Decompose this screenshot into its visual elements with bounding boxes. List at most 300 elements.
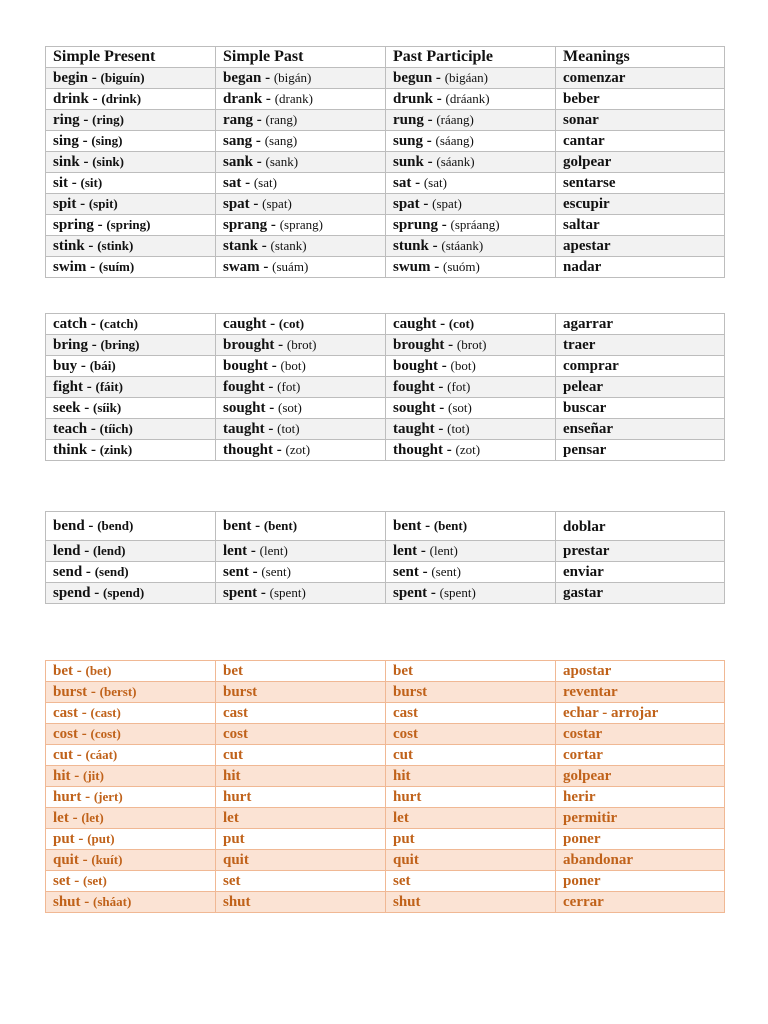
- pronunciation: (sprang): [279, 217, 324, 232]
- cell-meaning: sentarse: [556, 173, 725, 194]
- cell-meaning: apestar: [556, 236, 725, 257]
- cell-simple-present: [46, 419, 216, 440]
- verb-form: fought -: [223, 379, 274, 395]
- table-row: [46, 724, 725, 745]
- cell-simple-past: [216, 152, 386, 173]
- table-row: [46, 68, 725, 89]
- pronunciation: (sáang): [435, 133, 474, 148]
- cell-simple-past: [216, 583, 386, 604]
- pronunciation: (sing): [91, 133, 123, 148]
- pronunciation: (spring): [106, 217, 151, 232]
- cell-meaning: cantar: [556, 131, 725, 152]
- cell-meaning: beber: [556, 89, 725, 110]
- pronunciation: (sank): [265, 154, 299, 169]
- verb-form: stunk -: [393, 238, 438, 254]
- table-row: [46, 682, 725, 703]
- table-row: [46, 440, 725, 461]
- table-row: [46, 215, 725, 236]
- header-simple-past: Simple Past: [216, 47, 386, 68]
- pronunciation: (bot): [450, 358, 476, 373]
- verb-form: spend -: [53, 585, 100, 601]
- verb-form: hurt: [223, 789, 252, 805]
- table-row: [46, 766, 725, 787]
- cell-simple-past: [216, 398, 386, 419]
- pronunciation: (berst): [99, 684, 137, 699]
- verb-form: buy -: [53, 358, 86, 374]
- pronunciation: (bái): [89, 358, 116, 373]
- pronunciation: (sink): [92, 154, 124, 169]
- table-row: [46, 89, 725, 110]
- pronunciation: (cast): [90, 705, 121, 720]
- verb-form: put: [393, 831, 415, 847]
- pronunciation: (bot): [280, 358, 306, 373]
- verb-form: sang -: [223, 133, 261, 149]
- cell-simple-present: [46, 892, 216, 913]
- verb-form: put -: [53, 831, 84, 847]
- cell-simple-present: [46, 110, 216, 131]
- pronunciation: (lend): [93, 543, 126, 558]
- table-row: [46, 583, 725, 604]
- header-meanings: Meanings: [556, 47, 725, 68]
- pronunciation: (brot): [286, 337, 317, 352]
- cell-meaning: golpear: [556, 766, 725, 787]
- verb-form: sat -: [393, 175, 421, 191]
- verb-form: sank -: [223, 154, 262, 170]
- verb-form: cast: [223, 705, 248, 721]
- verb-form: let: [223, 810, 239, 826]
- cell-simple-present: [46, 808, 216, 829]
- verb-form: lent -: [393, 543, 426, 559]
- cell-simple-past: [216, 703, 386, 724]
- pronunciation: (suím): [98, 259, 135, 274]
- table-row: [46, 871, 725, 892]
- header-simple-present: Simple Present: [46, 47, 216, 68]
- cell-simple-present: [46, 682, 216, 703]
- cell-meaning: escupir: [556, 194, 725, 215]
- verb-form: hit: [223, 768, 241, 784]
- table-row: [46, 808, 725, 829]
- pronunciation: (cot): [278, 316, 305, 331]
- table-header-row: [46, 47, 725, 68]
- cell-meaning: traer: [556, 335, 725, 356]
- cell-past-participle: [386, 440, 556, 461]
- cell-simple-past: [216, 808, 386, 829]
- cell-meaning: apostar: [556, 661, 725, 682]
- table-row: [46, 398, 725, 419]
- cell-past-participle: [386, 173, 556, 194]
- cell-simple-present: [46, 703, 216, 724]
- cell-simple-past: [216, 68, 386, 89]
- verb-form: spat -: [223, 196, 259, 212]
- table-row: [46, 892, 725, 913]
- cell-past-participle: [386, 892, 556, 913]
- verb-form: bought -: [393, 358, 447, 374]
- table-row: [46, 745, 725, 766]
- cell-past-participle: [386, 110, 556, 131]
- cell-past-participle: [386, 541, 556, 562]
- verb-form: rang -: [223, 112, 262, 128]
- verb-form: swim -: [53, 259, 96, 275]
- verb-form: shut: [223, 894, 251, 910]
- cell-meaning: echar - arrojar: [556, 703, 725, 724]
- pronunciation: (bigáan): [444, 70, 488, 85]
- cell-past-participle: [386, 766, 556, 787]
- cell-simple-past: [216, 871, 386, 892]
- pronunciation: (sáank): [436, 154, 475, 169]
- pronunciation: (sent): [431, 564, 461, 579]
- cell-simple-past: [216, 850, 386, 871]
- pronunciation: (sang): [264, 133, 298, 148]
- cell-meaning: cortar: [556, 745, 725, 766]
- pronunciation: (catch): [99, 316, 138, 331]
- verb-form: bet -: [53, 663, 82, 679]
- cell-past-participle: [386, 419, 556, 440]
- cell-simple-past: [216, 541, 386, 562]
- cell-simple-present: [46, 89, 216, 110]
- cell-simple-present: [46, 236, 216, 257]
- cell-past-participle: [386, 703, 556, 724]
- pronunciation: (dráank): [445, 91, 490, 106]
- verb-form: stink -: [53, 238, 94, 254]
- cell-simple-present: [46, 512, 216, 541]
- verb-form: fought -: [393, 379, 444, 395]
- pronunciation: (síik): [93, 400, 122, 415]
- pronunciation: (send): [94, 564, 129, 579]
- pronunciation: (suám): [272, 259, 309, 274]
- table-row: [46, 194, 725, 215]
- verb-form: set: [393, 873, 411, 889]
- verb-form: think -: [53, 442, 96, 458]
- pronunciation: (set): [83, 873, 107, 888]
- verb-form: stank -: [223, 238, 267, 254]
- cell-past-participle: [386, 131, 556, 152]
- cell-meaning: herir: [556, 787, 725, 808]
- cell-meaning: buscar: [556, 398, 725, 419]
- pronunciation: (brot): [456, 337, 487, 352]
- cell-simple-present: [46, 562, 216, 583]
- pronunciation: (ring): [92, 112, 124, 127]
- cell-simple-past: [216, 377, 386, 398]
- table-row: [46, 356, 725, 377]
- table-row: [46, 152, 725, 173]
- pronunciation: (bent): [263, 518, 298, 533]
- verb-form: fight -: [53, 379, 92, 395]
- cell-past-participle: [386, 236, 556, 257]
- pronunciation: (stáank): [441, 238, 484, 253]
- cell-simple-past: [216, 682, 386, 703]
- verb-form: drunk -: [393, 91, 442, 107]
- table-row: [46, 419, 725, 440]
- pronunciation: (spent): [269, 585, 306, 600]
- pronunciation: (spat): [262, 196, 292, 211]
- verb-form: hit: [393, 768, 411, 784]
- verb-form: catch -: [53, 316, 96, 332]
- pronunciation: (rang): [265, 112, 298, 127]
- verb-form: bring -: [53, 337, 97, 353]
- cell-meaning: enseñar: [556, 419, 725, 440]
- verb-form: lent -: [223, 543, 256, 559]
- cell-simple-past: [216, 745, 386, 766]
- verb-form: began -: [223, 70, 271, 86]
- cell-meaning: saltar: [556, 215, 725, 236]
- verb-form: sunk -: [393, 154, 433, 170]
- pronunciation: (stink): [97, 238, 134, 253]
- table-row: [46, 173, 725, 194]
- verb-form: thought -: [393, 442, 452, 458]
- cell-meaning: poner: [556, 829, 725, 850]
- cell-meaning: nadar: [556, 257, 725, 278]
- cell-simple-present: [46, 871, 216, 892]
- table-row: [46, 257, 725, 278]
- cell-past-participle: [386, 89, 556, 110]
- pronunciation: (sat): [423, 175, 447, 190]
- table-row: [46, 131, 725, 152]
- cell-simple-past: [216, 173, 386, 194]
- pronunciation: (jert): [93, 789, 123, 804]
- pronunciation: (sit): [80, 175, 103, 190]
- table-row: [46, 850, 725, 871]
- table-row: [46, 661, 725, 682]
- cell-simple-past: [216, 110, 386, 131]
- pronunciation: (fot): [277, 379, 301, 394]
- cell-meaning: golpear: [556, 152, 725, 173]
- table-row: [46, 787, 725, 808]
- verb-table-3: [45, 511, 725, 604]
- verb-form: put: [223, 831, 245, 847]
- verb-form: sprung -: [393, 217, 447, 233]
- cell-simple-present: [46, 661, 216, 682]
- cell-simple-present: [46, 377, 216, 398]
- verb-form: send -: [53, 564, 91, 580]
- pronunciation: (put): [87, 831, 115, 846]
- cell-simple-past: [216, 892, 386, 913]
- pronunciation: (jit): [83, 768, 104, 783]
- verb-form: sat -: [223, 175, 251, 191]
- cell-past-participle: [386, 745, 556, 766]
- verb-form: set -: [53, 873, 80, 889]
- verb-form: rung -: [393, 112, 433, 128]
- cell-past-participle: [386, 850, 556, 871]
- verb-form: caught -: [223, 316, 276, 332]
- cell-simple-present: [46, 68, 216, 89]
- verb-form: quit: [223, 852, 249, 868]
- verb-form: cost: [393, 726, 418, 742]
- cell-past-participle: [386, 257, 556, 278]
- cell-meaning: agarrar: [556, 314, 725, 335]
- cell-simple-present: [46, 829, 216, 850]
- pronunciation: (cáat): [85, 747, 118, 762]
- cell-past-participle: [386, 724, 556, 745]
- pronunciation: (lent): [429, 543, 458, 558]
- pronunciation: (spráang): [450, 217, 500, 232]
- cell-meaning: gastar: [556, 583, 725, 604]
- verb-form: let -: [53, 810, 78, 826]
- verb-form: brought -: [223, 337, 284, 353]
- pronunciation: (sot): [278, 400, 302, 415]
- cell-meaning: pensar: [556, 440, 725, 461]
- cell-meaning: cerrar: [556, 892, 725, 913]
- cell-simple-present: [46, 766, 216, 787]
- cell-past-participle: [386, 562, 556, 583]
- pronunciation: (sháat): [93, 894, 132, 909]
- pronunciation: (zot): [285, 442, 311, 457]
- cell-simple-present: [46, 152, 216, 173]
- cell-simple-present: [46, 335, 216, 356]
- verb-form: spring -: [53, 217, 103, 233]
- verb-form: quit: [393, 852, 419, 868]
- pronunciation: (tíich): [99, 421, 133, 436]
- cell-past-participle: [386, 829, 556, 850]
- cell-simple-past: [216, 787, 386, 808]
- cell-past-participle: [386, 215, 556, 236]
- cell-meaning: abandonar: [556, 850, 725, 871]
- pronunciation: (spat): [432, 196, 462, 211]
- cell-simple-present: [46, 131, 216, 152]
- cell-simple-present: [46, 257, 216, 278]
- cell-meaning: pelear: [556, 377, 725, 398]
- verb-form: sung -: [393, 133, 432, 149]
- cell-past-participle: [386, 377, 556, 398]
- pronunciation: (let): [81, 810, 104, 825]
- table-row: [46, 562, 725, 583]
- cell-past-participle: [386, 682, 556, 703]
- verb-form: brought -: [393, 337, 454, 353]
- verb-form: taught -: [393, 421, 444, 437]
- verb-table-1: [45, 46, 725, 278]
- pronunciation: (ráang): [436, 112, 474, 127]
- cell-past-participle: [386, 583, 556, 604]
- verb-form: sent -: [393, 564, 428, 580]
- verb-form: sent -: [223, 564, 258, 580]
- pronunciation: (spent): [439, 585, 476, 600]
- verb-form: begun -: [393, 70, 441, 86]
- cell-meaning: comprar: [556, 356, 725, 377]
- verb-form: cut: [393, 747, 413, 763]
- pronunciation: (bent): [433, 518, 468, 533]
- pronunciation: (tot): [277, 421, 300, 436]
- cell-simple-past: [216, 215, 386, 236]
- verb-form: burst: [393, 684, 428, 700]
- table-row: [46, 314, 725, 335]
- verb-form: seek -: [53, 400, 90, 416]
- cell-meaning: doblar: [556, 512, 725, 541]
- cell-simple-past: [216, 829, 386, 850]
- pronunciation: (cot): [448, 316, 475, 331]
- cell-past-participle: [386, 787, 556, 808]
- verb-form: spat -: [393, 196, 429, 212]
- table-row: [46, 335, 725, 356]
- cell-past-participle: [386, 68, 556, 89]
- verb-form: sprang -: [223, 217, 276, 233]
- verb-form: bend -: [53, 518, 94, 534]
- verb-form: cut: [223, 747, 243, 763]
- cell-simple-present: [46, 215, 216, 236]
- verb-form: sought -: [223, 400, 275, 416]
- verb-form: bent -: [223, 518, 261, 534]
- cell-past-participle: [386, 314, 556, 335]
- pronunciation: (zot): [455, 442, 481, 457]
- cell-simple-past: [216, 724, 386, 745]
- cell-simple-past: [216, 194, 386, 215]
- verb-form: teach -: [53, 421, 96, 437]
- cell-simple-present: [46, 194, 216, 215]
- cell-past-participle: [386, 356, 556, 377]
- verb-form: swum -: [393, 259, 440, 275]
- verb-form: sit -: [53, 175, 77, 191]
- cell-past-participle: [386, 194, 556, 215]
- cell-simple-past: [216, 356, 386, 377]
- table-row: [46, 110, 725, 131]
- verb-form: hit -: [53, 768, 80, 784]
- pronunciation: (lent): [259, 543, 288, 558]
- cell-simple-present: [46, 850, 216, 871]
- cell-simple-past: [216, 419, 386, 440]
- verb-form: shut: [393, 894, 421, 910]
- verb-form: sing -: [53, 133, 88, 149]
- pronunciation: (bring): [100, 337, 140, 352]
- cell-meaning: costar: [556, 724, 725, 745]
- cell-meaning: prestar: [556, 541, 725, 562]
- cell-past-participle: [386, 335, 556, 356]
- verb-form: sink -: [53, 154, 89, 170]
- pronunciation: (fáit): [95, 379, 123, 394]
- verb-form: lend -: [53, 543, 90, 559]
- verb-form: let: [393, 810, 409, 826]
- pronunciation: (kuít): [91, 852, 123, 867]
- pronunciation: (suóm): [443, 259, 480, 274]
- verb-form: swam -: [223, 259, 269, 275]
- verb-form: bent -: [393, 518, 431, 534]
- cell-simple-present: [46, 583, 216, 604]
- verb-form: bet: [393, 663, 413, 679]
- cell-simple-past: [216, 766, 386, 787]
- pronunciation: (bend): [97, 518, 134, 533]
- cell-simple-past: [216, 236, 386, 257]
- cell-simple-past: [216, 335, 386, 356]
- cell-meaning: permitir: [556, 808, 725, 829]
- verb-form: thought -: [223, 442, 282, 458]
- pronunciation: (spit): [88, 196, 118, 211]
- cell-simple-present: [46, 541, 216, 562]
- table-row: [46, 377, 725, 398]
- verb-form: cut -: [53, 747, 82, 763]
- verb-form: drank -: [223, 91, 271, 107]
- cell-simple-past: [216, 89, 386, 110]
- pronunciation: (zink): [99, 442, 133, 457]
- verb-form: shut -: [53, 894, 90, 910]
- pronunciation: (biguín): [100, 70, 145, 85]
- pronunciation: (drink): [101, 91, 142, 106]
- verb-form: drink -: [53, 91, 98, 107]
- cell-simple-past: [216, 131, 386, 152]
- verb-form: bet: [223, 663, 243, 679]
- verb-form: cast: [393, 705, 418, 721]
- cell-past-participle: [386, 871, 556, 892]
- pronunciation: (sent): [261, 564, 291, 579]
- pronunciation: (bigán): [273, 70, 312, 85]
- verb-form: spent -: [223, 585, 266, 601]
- cell-meaning: poner: [556, 871, 725, 892]
- verb-table-2: [45, 313, 725, 461]
- cell-simple-past: [216, 512, 386, 541]
- cell-past-participle: [386, 808, 556, 829]
- verb-form: spit -: [53, 196, 86, 212]
- pronunciation: (spend): [103, 585, 145, 600]
- verb-form: hurt -: [53, 789, 91, 805]
- cell-meaning: comenzar: [556, 68, 725, 89]
- verb-table-4: [45, 660, 725, 913]
- verb-form: cost -: [53, 726, 87, 742]
